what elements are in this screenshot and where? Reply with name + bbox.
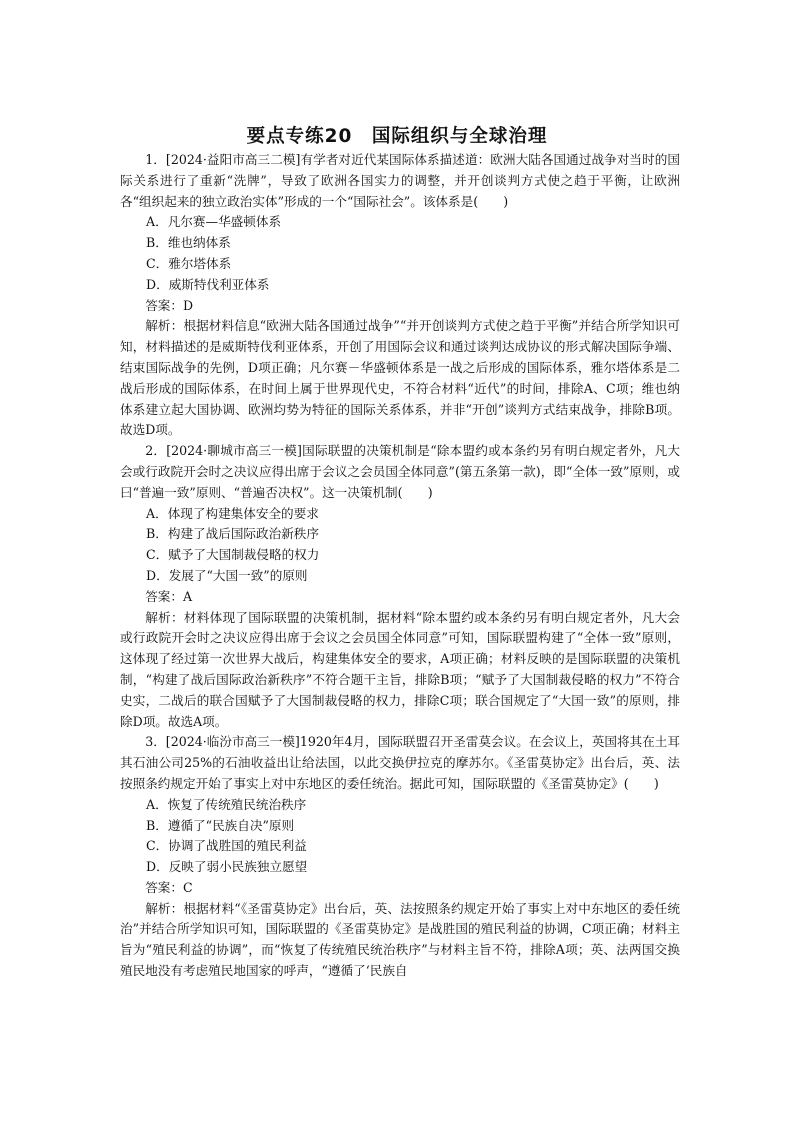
option-a: A．恢复了传统殖民统治秩序 <box>146 796 307 812</box>
document-body <box>120 150 680 982</box>
option-c: C．雅尔塔体系 <box>146 255 232 271</box>
answer-line: 答案：D <box>145 297 194 313</box>
answer-line: 答案：A <box>145 588 193 604</box>
explanation-paragraph: 解析：根据材料“《圣雷莫协定》出台后，英、法按照条约规定开始了事实上对中东地区的委任统治”并结合所学知识可知，国际联盟的《圣雷莫协定》是战胜国的殖民利益的协调，C项正确；材料主旨为“殖民利益的协调”，而“恢复了传统殖民统治秩序”与材料主旨不符，排除A项；英、法两国交换殖民地没有考虑殖民地国家的呼声，“遵循了‘民族自 <box>120 900 680 979</box>
option-a: A．体现了构建集体安全的要求 <box>146 505 319 521</box>
option-d: D．反映了弱小民族独立愿望 <box>146 859 308 875</box>
answer-line: 答案：C <box>145 879 193 895</box>
question-stem: 2．[2024·聊城市高三一模]国际联盟的决策机制是“除本盟约或本条约另有明白规定者外，凡大会或行政院开会时之决议应得出席于会议之会员国全体同意”(第五条第一款)，即“全体一致”原则，或曰“普遍一致”原则、“普遍否决权”。这一决策机制( ) <box>120 443 680 500</box>
option-b: B．维也纳体系 <box>146 235 231 251</box>
option-a: A．凡尔赛—华盛顿体系 <box>146 214 282 230</box>
option-c: C．协调了战胜国的殖民利益 <box>146 838 307 854</box>
page-title: 要点专练20 国际组织与全球治理 <box>246 126 548 147</box>
option-b: B．构建了战后国际政治新秩序 <box>146 526 319 542</box>
question-stem: 1．[2024·益阳市高三二模]有学者对近代某国际体系描述道：欧洲大陆各国通过战争对当时的国际关系进行了重新“洗牌”，导致了欧洲各国实力的调整，并开创谈判方式使之趋于平衡，让欧洲各“组织起来的独立政治实体”形成的一个“国际社会”。该体系是( ) <box>120 152 680 209</box>
explanation-paragraph: 解析：根据材料信息“欧洲大陆各国通过战争”“并开创谈判方式使之趋于平衡”并结合所学知识可知，材料描述的是威斯特伐利亚体系，开创了用国际会议和通过谈判达成协议的形式解决国际争端、结束国际战争的先例，D项正确；凡尔赛－华盛顿体系是一战之后形成的国际体系，雅尔塔体系是二战后形成的国际体系，在时间上属于世界现代史，不符合材料“近代”的时间，排除A、C项；维也纳体系建立起大国协调、欧洲均势为特征的国际关系体系，并非“开创”谈判方式结束战争，排除B项。故选D项。 <box>120 318 680 438</box>
question-stem: 3．[2024·临汾市高三一模]1920年4月，国际联盟召开圣雷莫会议。在会议上，英国将其在土耳其石油公司25%的石油收益出让给法国，以此交换伊拉克的摩苏尔。《圣雷莫协定》出台后，英、法按照条约规定开始了事实上对中东地区的委任统治。据此可知，国际联盟的《圣雷莫协定》( ) <box>120 734 680 791</box>
question-block-1 <box>120 150 680 441</box>
option-d: D．威斯特伐利亚体系 <box>146 276 270 292</box>
option-b: B．遵循了“民族自决”原则 <box>146 817 295 833</box>
option-d: D．发展了“大国一致”的原则 <box>146 567 308 583</box>
explanation-paragraph: 解析：材料体现了国际联盟的决策机制，据材料“除本盟约或本条约另有明白规定者外，凡大会或行政院开会时之决议应得出席于会议之会员国全体同意”可知，国际联盟构建了“全体一致”原则，这体现了经过第一次世界大战后，构建集体安全的要求，A项正确；材料反映的是国际联盟的决策机制，“构建了战后国际政治新秩序”不符合题干主旨，排除B项；“赋予了大国制裁侵略的权力”不符合史实，二战后的联合国赋予了大国制裁侵略的权力，排除C项；联合国规定了“大国一致”的原则，排除D项。故选A项。 <box>120 609 680 729</box>
option-c: C．赋予了大国制裁侵略的权力 <box>146 547 320 563</box>
question-block-3 <box>120 732 680 982</box>
question-block-2 <box>120 441 680 732</box>
